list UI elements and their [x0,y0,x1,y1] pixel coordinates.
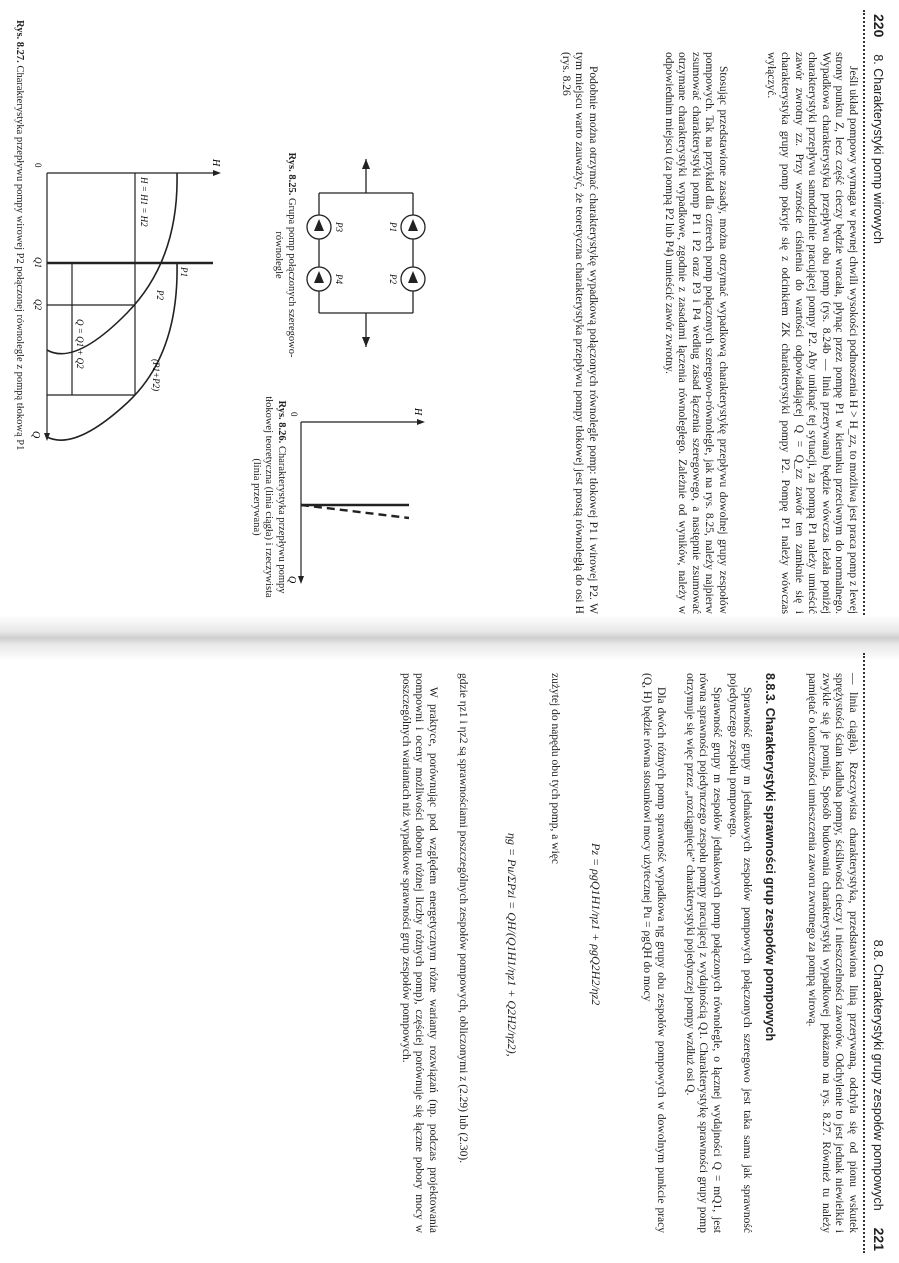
fig27-axis-h: H [210,159,221,167]
figure-8-26-chart [286,400,429,590]
fig27-label-sum: (P1+P2) [151,359,161,392]
left-page [0,0,899,630]
right-page [0,633,899,1263]
label-p2: P2 [388,274,398,284]
page-number-left: 220 [871,14,887,38]
equation-power-sum: Pz = ρgQ1H1/ηz1 + ρgQ2H2/ηz2 [589,843,603,1006]
fig26-axis-h: H [412,408,423,416]
left-paragraph-1: Jeśli układ pompowy wymaga w pewnej chwili wysokości podnoszenia H > H_zz, to możliwa jest praca pomp z lewej strony punktu Z, lecz część cieczy będzie wracała, płynąc przez pompę P1 w kierunku przeciwnym do normalnego. Wypadkowa charakterystyka przepływu obu pomp (rys. 8.24b — linia przerywana) będzie wówczas leżała poniżej charakterystyki przepływu samodzielnie pracującej pompy P2. Aby uniknąć tej sytuacji, za pompą P1 należy umieścić zawór zwrotny zz. Przy wzroście ciśnienia do wartości odpowiadającej Q = Q_zz zawór ten zamknie się i charakterystyka grupy pomp pokryje się z odcinkiem ZK charakterystyki pompy P2. Pompę P1 należy wówczas wyłączyć. [765,52,859,614]
fig27-label-h: H = H1 = H2 [139,177,149,227]
fig27-label-p2: P2 [155,290,165,300]
right-paragraph-6: gdzie ηz1 i ηz2 są sprawnościami poszczególnych zespołów pompowych, obliczonymi z (2.29) lub (2.30). [457,673,469,1164]
running-header-left: 8. Charakterystyki pomp wirowych [871,54,885,244]
section-heading-8-8-3: 8.8.3. Charakterystyki sprawności grup zespołów pompowych [763,673,777,1042]
right-paragraph-3: Sprawność grupy m zespołów jednakowych pomp połączonych równolegle, o łącznej wydajności Q = mQ1, jest równa sprawności pojedynczego zespołu pompy pracującej z wydajnością Q1. Charakterystykę sprawności grupy pomp otrzymuje się więc przez „rozciągnięcie” charakterystyki pojedynczej pompy wzdłuż osi Q. [683,673,723,1233]
right-paragraph-1: — linia ciągła). Rzeczywista charakterystyka, przedstawiona linią przerywaną, odchyla się od pionu wskutek sprężystości ścian kadłuba pompy, ściśliwości cieczy i nieszczelności zaworów. Odchylenie to jest jednak niewielkie i zwykle się je pomija. Sposób budowania charakterystyki wypadkowej pokazano na rys. 8.27. Również tu należy pamiętać o konieczności umieszczenia zaworu zwrotnego za pompą wirową. [806,673,859,1233]
equation-group-efficiency: ηg = Pu/ΣPzi = QH/(Q1H1/ηz1 + Q2H2/ηz2), [505,833,519,1057]
fig27-label-p1: P1 [179,267,189,277]
label-p1: P1 [388,222,398,232]
figure-8-25-diagram [301,155,431,350]
header-rule-left [863,10,865,615]
header-rule-right [863,653,865,1253]
fig26-origin: 0 [289,412,299,417]
running-header-right: 8.8. Charakterystyki grupy zespołów pompowych [871,939,885,1211]
right-header [871,940,887,1251]
figure-8-27-caption: Rys. 8.27. Charakterystyka przepływu pompy wirowej P2 połączonej równolegle z pompą tłokową P1 [14,20,25,451]
fig27-axis-q: Q [30,431,41,439]
fig27-tick-q2: Q2 [33,299,43,310]
fig27-tick-q1: Q1 [33,257,43,268]
left-paragraph-3: Podobnie można otrzymać charakterystykę wypadkową połączonych równolegle pomp: tłokowej P1 i wirowej P2. W tym miejscu warto zauważyć, że teoretyczna charakterystyka przepływu pompy tłokowej jest prostą równoległą do osi H (rys. 8.26 [559,52,599,614]
left-header [871,14,887,244]
page-number-right: 221 [871,1227,887,1251]
figure-8-25-caption: Rys. 8.25. Grupa pomp połączonych szeregowo-równolegle [273,152,297,358]
fig27-origin: 0 [33,163,43,168]
label-p4: P4 [334,274,344,284]
fig27-label-q: Q = Q1 + Q2 [75,319,85,369]
fig26-axis-q: Q [286,576,297,584]
figure-8-27-chart [31,145,227,445]
right-paragraph-5: zużytej do napędu obu tych pomp, a więc [549,673,561,864]
figure-8-26-caption: Rys. 8.26. Charakterystyka przepływu pompy tłokowej teoretyczna (linia ciągła) i rzeczywista (linia przerywana) [251,396,287,598]
right-paragraph-2: Sprawność grupy m jednakowych zespołów pompowych połączonych szeregowo jest taka sama jak sprawność pojedynczego zespołu pompowego. [727,673,753,1233]
right-paragraph-7: W praktyce, porównując pod względem energetycznym różne warianty rozwiązań (np. podczas projektowania pompowni i oceny możliwości doboru różnej liczby różnych pomp), częściej porównuje się łączne pobory mocy w poszczególnych wariantach niż wypadkowe sprawności grup zespołów pompowych. [399,673,439,1233]
right-paragraph-4: Dla dwóch różnych pomp sprawność wypadkowa ηg grupy obu zespołów pompowych w dowolnym punkcie pracy (Q, H) będzie równa stosunkowi mocy użytecznej Pu = ρgQH do mocy [641,673,667,1233]
left-paragraph-2: Stosując przedstawione zasady, można otrzymać wypadkową charakterystykę przepływu dowolnej grupy zespołów pompowych. Tak na przykład dla czterech pomp połączonych szeregowo-równolegle, jak na rys. 8.25, należy najpierw zsumować charakterystyki pomp P1 i P2 oraz P3 i P4 według zasad łączenia szeregowego, a następnie zsumować otrzymane charakterystyki wypadkowe, zgodnie z zasadami łączenia równoległego. Zależnie od wyników, należy w odpowiednim miejscu (za pompą P2 lub P4) umieścić zawór zwrotny. [662,52,729,614]
label-p3: P3 [334,222,344,232]
